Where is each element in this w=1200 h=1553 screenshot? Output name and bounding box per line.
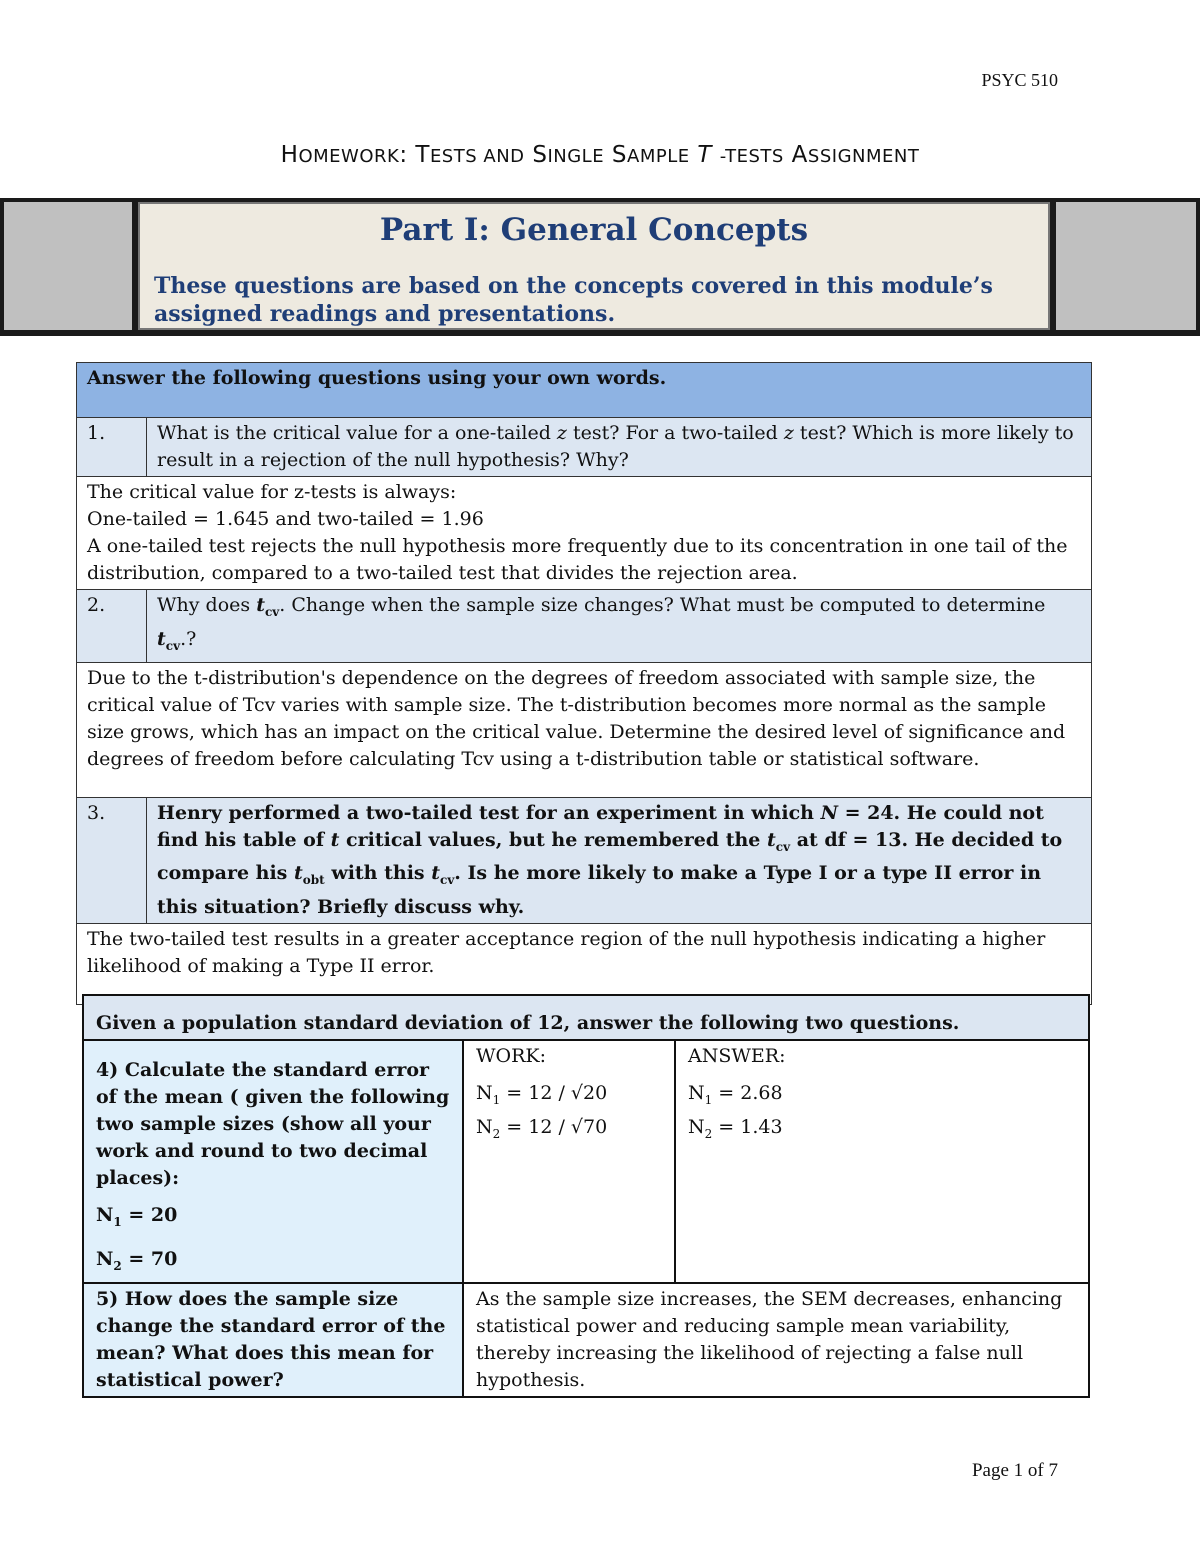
answer-text[interactable]: Due to the t-distribution's dependence on the degrees of freedom associated with sample size, the critical value of Tcv varies with sample size. The t-distribution becomes more normal as the sample size grows, which has an impact on the critical value. Determine the desired level of significance and degrees of freedom before calculating Tcv using a t-distribution table or statistical software. — [77, 662, 1092, 797]
title-part: ESTS AND — [429, 146, 525, 167]
title-part: OMEWORK — [298, 146, 400, 167]
answer-text[interactable]: The critical value for z-tests is always: One-tailed = 1.645 and two-tailed = 1.96 A one-tailed test rejects the null hypothesis more frequently due to its concentration in one tail of the distribution, compared to a two-tailed test that divides the rejection area. — [77, 477, 1092, 590]
table-header: Given a population standard deviation of 12, answer the following two questions. — [83, 995, 1089, 1040]
question-row — [77, 418, 1092, 477]
part-subtitle: These questions are based on the concepts covered in this module’s assigned readings and presentations. — [154, 273, 993, 327]
question-number: 3. — [77, 797, 147, 924]
question-text: What is the critical value for a one-tailed z test? For a two-tailed z test? Which is more likely to result in a rejection of the null hypothesis? Why? — [147, 418, 1092, 477]
title-part: S — [611, 142, 627, 168]
question-row — [77, 590, 1092, 663]
question-text: 5) How does the sample size change the standard error of the mean? What does this mean for statistical power? — [83, 1283, 463, 1397]
answer-cell[interactable]: ANSWER: $N_1 = 2.68$ $N_2 = 1.43$ — [675, 1040, 1089, 1283]
document-title — [0, 142, 1200, 168]
answer-row — [77, 477, 1092, 590]
sem-table — [82, 994, 1090, 1398]
answer-cell[interactable]: As the sample size increases, the SEM decreases, enhancing statistical power and reducing sample mean variability, thereby increasing the likelihood of rejecting a false null hypothesis. — [463, 1283, 1089, 1397]
questions-table — [76, 362, 1092, 1005]
title-part: H — [280, 142, 299, 168]
part-title: Part I: General Concepts — [379, 212, 809, 248]
question-row — [83, 1283, 1089, 1397]
title-part: T — [697, 142, 712, 168]
page-number: Page 1 of 7 — [971, 1460, 1058, 1481]
answer-row — [77, 924, 1092, 1005]
banner-right-panel — [1056, 202, 1196, 330]
title-part: A — [791, 142, 808, 168]
banner-content — [138, 202, 1050, 330]
question-text: Henry performed a two-tailed test for an experiment in which N = 24. He could not find his table of t critical values, but he remembered the $t_{cv}$ at df = 13. He decided to compare his $t_{obt}$ with this $t_{cv}$. Is he more likely to make a Type I or a type II error in this situation? Briefly discuss why. — [147, 797, 1092, 924]
work-cell[interactable]: WORK: $N_1 = 12 / √20$ $N_2 = 12 / √70$ — [463, 1040, 675, 1283]
answer-row — [77, 662, 1092, 797]
title-part: S — [532, 142, 548, 168]
question-row — [77, 797, 1092, 924]
question-row — [83, 1040, 1089, 1283]
title-part: T — [415, 142, 430, 168]
banner-left-panel — [4, 202, 132, 330]
question-text: Why does $t_{cv}$. Change when the sample size changes? What must be computed to determine $t_{cv}$.? — [147, 590, 1092, 663]
table-header-row — [83, 995, 1089, 1040]
title-part: AMPLE — [627, 146, 690, 167]
question-number: 1. — [77, 418, 147, 477]
course-header: PSYC 510 — [981, 70, 1058, 90]
title-part: : — [399, 142, 408, 168]
title-part: -TESTS — [719, 146, 784, 167]
table-header-row — [77, 363, 1092, 418]
title-part: INGLE — [547, 146, 605, 167]
title-part: SSIGNMENT — [807, 146, 920, 167]
part-banner — [0, 198, 1200, 336]
question-text: 4) Calculate the standard error of the mean ( given the following two sample sizes (show all your work and round to two decimal places): $N_1 = 20$ $N_2 = 70$ — [83, 1040, 463, 1283]
table-header: Answer the following questions using your own words. — [77, 363, 1092, 418]
question-number: 2. — [77, 590, 147, 663]
answer-text[interactable]: The two-tailed test results in a greater acceptance region of the null hypothesis indicating a higher likelihood of making a Type II error. — [77, 924, 1092, 1005]
